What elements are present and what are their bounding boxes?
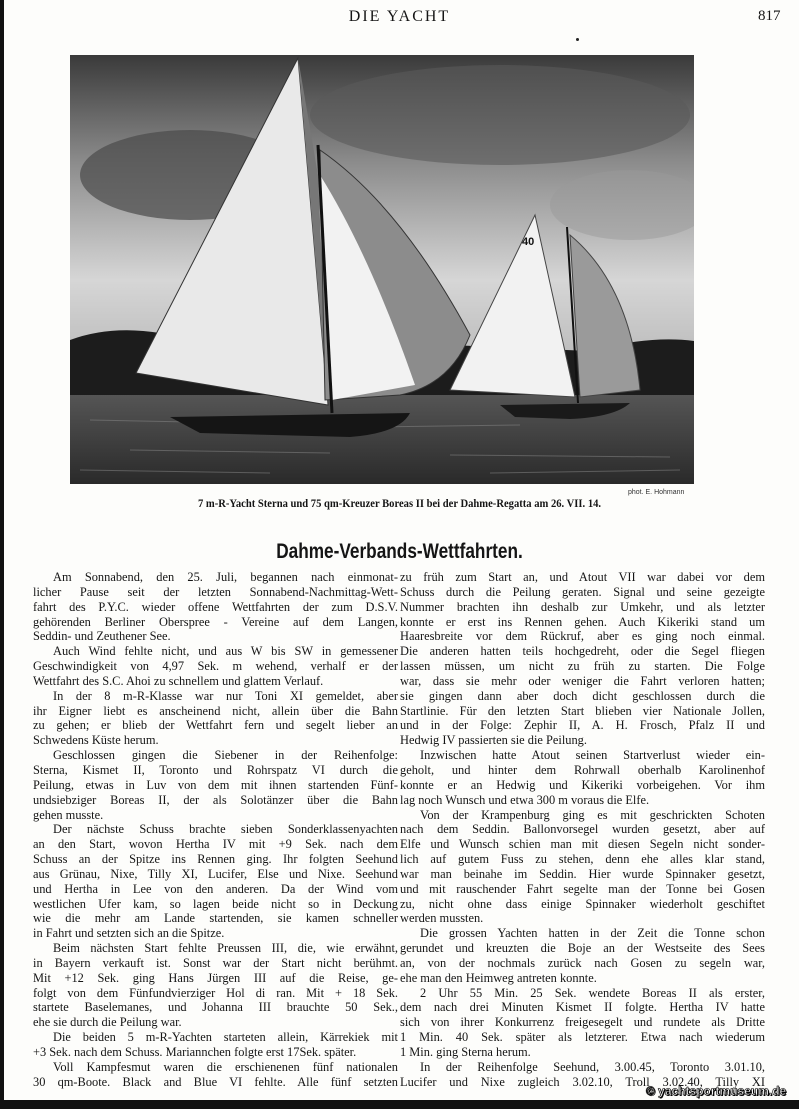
paragraph — [33, 748, 398, 822]
text-line: zu früh zum Start an, und Atout VII war dabei vor dem — [400, 570, 765, 584]
paragraph — [400, 748, 765, 807]
text-line: Hedwig IV passierten sie die Peilung. — [400, 733, 587, 748]
text-line: ihr Eigner liebt es anscheinend nicht, allein über die Bahn — [33, 703, 398, 718]
text-line: nach dem Seddin. Ballonvorsegel wurden gesetzt, aber auf — [400, 822, 765, 837]
text-line: Elfe und Wunsch schien man mit diesen Segeln nicht sonder- — [400, 837, 765, 852]
text-line: Seddin- und Zeuthener See. — [33, 629, 171, 644]
text-line: In der Reihenfolge Seehund, 3.00.45, Toronto 3.01.10, — [420, 1059, 765, 1074]
text-line: aus Grünau, Nixe, Tilly XI, Lucifer, Else und Nixe. Seehund — [33, 866, 398, 881]
article-title: Dahme-Verbands-Wettfahrten. — [276, 540, 523, 563]
text-line: lag noch Wunsch und etwa 300 m voraus die Elfe. — [400, 792, 650, 807]
text-line: Auch Wind fehlte nicht, und aus W bis SW in gemessener — [53, 644, 398, 659]
text-line: undsiebziger Boreas II, der als Solotänzer über die Bahn — [33, 792, 398, 807]
text-line: und Hertha in Lee von den anderen. Da der Wind vom — [33, 881, 398, 896]
watermark: © yachtsportmuseum.de — [646, 1084, 787, 1098]
text-line: Beim nächsten Start fehlte Preussen III, die, wie erwähnt, — [53, 941, 398, 956]
text-line: Lucifer und Nixe zugleich 3.02.10, Troll 3.02.40, Tilly XI — [400, 1074, 765, 1089]
cloud — [310, 65, 690, 165]
paragraph — [400, 570, 765, 748]
text-line: Startlinie. Für den letzten Start blieben vier Nationale Jollen, — [400, 703, 765, 718]
text-line: ehe sie durch die Peilung war. — [33, 1015, 182, 1030]
paragraph — [33, 1060, 398, 1090]
text-line: In der 8 m-R-Klasse war nur Toni XI gemeldet, aber — [53, 688, 398, 703]
text-line: war, dass sie mehr oder weniger die Fahrt verloren hatten; — [400, 673, 765, 688]
text-line: zu gehen; er blieb der Wettfahrt fern und segelt lieber an — [33, 718, 398, 733]
text-line: ehe man den Heimweg antreten konnte. — [400, 970, 597, 985]
text-line: Schwedens Küste herum. — [33, 733, 159, 748]
text-line: fahrt des P.Y.C. wieder offene Wettfahrten der zum D.S.V. — [33, 599, 398, 614]
text-line: dem nach drei Minuten Kismet II folgte. Hertha IV hatte — [400, 1000, 765, 1015]
text-line: Am Sonnabend, den 25. Juli, begannen nach einmonat- — [53, 570, 398, 584]
paragraph — [400, 926, 765, 985]
text-line: Peilung, etwas in Luv von dem mit ihnen startenden Fünf- — [33, 777, 398, 792]
text-line: +3 Sek. nach dem Schuss. Mariannchen folgte erst 17Sek. später. — [33, 1045, 357, 1059]
paragraph — [33, 1030, 398, 1060]
text-line: gerundet und kreuzten die Boje an der Westseite des Sees — [400, 941, 765, 956]
print-speck — [576, 38, 579, 41]
photo-caption: 7 m-R-Yacht Sterna und 75 qm-Kreuzer Boreas II bei der Dahme-Regatta am 26. VII. 14. — [197, 498, 602, 510]
paragraph — [400, 986, 765, 1060]
text-line: folgt von dem Fünfundvierziger Hol di ran. Mit + 18 Sek. — [33, 985, 398, 1000]
text-line: Mit +12 Sek. ging Hans Jürgen III auf die Reise, ge- — [33, 970, 398, 985]
text-line: Von der Krampenburg ging es mit geschrickten Schoten — [420, 807, 765, 822]
right-column — [400, 570, 765, 1090]
text-line: Der nächste Schuss brachte sieben Sonderklassenyachten — [53, 822, 398, 837]
text-line: Sterna, Kismet II, Toronto und Rohrspatz VI durch die — [33, 762, 398, 777]
paragraph — [400, 808, 765, 927]
text-line: Nummer brachten ihn deshalb zur Umkehr, und als letzter — [400, 599, 765, 614]
paragraph — [33, 941, 398, 1030]
text-line: und mit rauschender Fahrt segelte man der Tonne bei Gosen — [400, 881, 765, 896]
photo-credit: phot. E. Hohmann — [628, 489, 685, 496]
text-line: Die grossen Yachten hatten in der Zeit die Tonne schon — [420, 926, 765, 941]
text-line: Wettfahrt des S.C. Ahoi zu schnellem und glattem Verlauf. — [33, 673, 324, 688]
text-line: Schuss an der Spitze ins Rennen ging. Ihr folgten Seehund — [33, 852, 398, 867]
text-line: sie gingen dann aber doch dicht geschlossen durch die — [400, 688, 765, 703]
left-column — [33, 570, 398, 1090]
text-line: westlichen Ufer kam, so lagen beide nicht so in Deckung — [33, 896, 398, 911]
text-line: zu, nicht ohne dass einige Spinnaker wiederholt geschiftet — [400, 896, 765, 911]
paragraph — [33, 689, 398, 748]
running-title: DIE YACHT — [348, 8, 451, 25]
text-line: konnte er an Hedwig und Kikeriki vorbeigehen. Vor ihm — [400, 777, 765, 792]
text-line: gehörenden Berliner Oberspree - Vereine auf dem Langen, — [33, 614, 398, 629]
text-line: Inzwischen hatte Atout seinen Startverlust wieder ein- — [420, 748, 765, 763]
text-line: Haaresbreite vor dem Rückruf, aber es ging noch einmal. — [400, 629, 765, 644]
text-line: lassen müssen, um nicht zu früh zu starten. Die Folge — [400, 659, 765, 674]
paragraph — [33, 570, 398, 644]
text-line: 1 Min. ging Sterna herum. — [400, 1045, 531, 1059]
text-line: werden mussten. — [400, 911, 484, 926]
text-line: Voll Kampfesmut waren die erschienenen fünf nationalen — [53, 1059, 398, 1074]
text-line: gehen musste. — [33, 807, 104, 822]
text-line: Schuss durch die Peilung geraten. Signal und seine gezeigte — [400, 584, 765, 599]
text-line: 2 Uhr 55 Min. 25 Sek. wendete Boreas II als erster, — [420, 985, 765, 1000]
text-line: in Bayern verkauft ist. Sonst war der Start nicht berühmt. — [33, 955, 398, 970]
text-line: lich auf gutem Fuss zu stehen, denn ehe alles klar stand, — [400, 852, 765, 867]
page-number: 817 — [758, 8, 781, 24]
text-line: Geschlossen gingen die Siebener in der Reihenfolge: — [53, 748, 398, 763]
text-line: Die anderen hatten teils hochgedreht, oder die Segel fliegen — [400, 644, 765, 659]
text-line: sich von ihrer Konkurrenz freigesegelt und rundete als Dritte — [400, 1015, 765, 1030]
scan-bottom-edge — [0, 1100, 799, 1109]
text-line: 1 Min. 40 Sek. später als letzterer. Etwa nach wiederum — [400, 1030, 765, 1045]
sail-number: 40 — [522, 236, 535, 248]
text-line: Die beiden 5 m-R-Yachten starteten allein, Kärrekiek mit — [53, 1030, 398, 1045]
text-line: an den Start, wovon Hertha IV mit +9 Sek. nach dem — [33, 837, 398, 852]
text-line: konnte er erst ins Rennen gehen. Auch Kikeriki stand um — [400, 614, 765, 629]
text-line: geholt, und hinter dem Rohrwall oberhalb Karolinenhof — [400, 762, 765, 777]
paragraph — [33, 644, 398, 689]
text-line: und in der Folge: Zephir II, A. H. Frosch, Pfalz II und — [400, 718, 765, 733]
paragraph — [33, 822, 398, 941]
text-line: war man beinahe im Seddin. Hier wurde Spinnaker gesetzt, — [400, 866, 765, 881]
text-line: licher Pause seit der letzten Sonnabend-Nachmittag-Wett- — [33, 584, 398, 599]
text-line: in Fahrt und setzten sich an die Spitze. — [33, 926, 225, 941]
text-line: 30 qm-Boote. Black and Blue VI fehlte. Alle fünf setzten — [33, 1074, 398, 1089]
text-line: an, von der nochmals zurück nach Gosen zu segeln war, — [400, 955, 765, 970]
text-line: startete Baselemanes, und Johanna III brauchte 50 Sek., — [33, 1000, 398, 1015]
text-line: wie die mehr am Lande startenden, sie kamen schneller — [33, 911, 398, 926]
regatta-photo — [70, 55, 694, 484]
text-line: Geschwindigkeit von 4,97 Sek. m wehend, verhalf er der — [33, 659, 398, 674]
scan-left-edge — [0, 0, 4, 1109]
